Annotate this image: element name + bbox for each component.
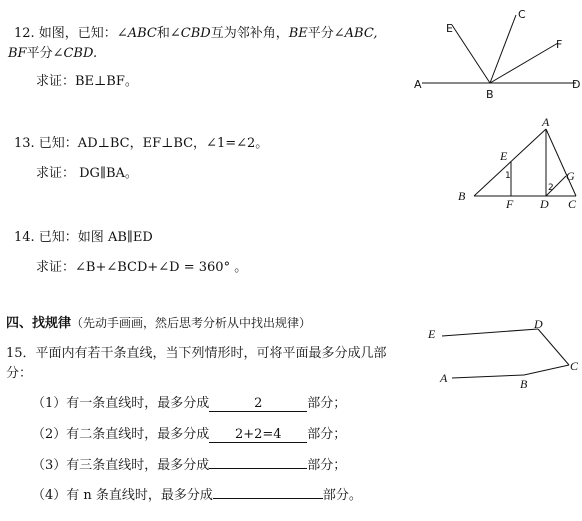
label-g: G <box>566 169 575 183</box>
line-ba <box>474 129 546 196</box>
ray-bf <box>490 43 558 83</box>
figure-14 <box>424 318 582 396</box>
label-c: C <box>568 197 577 211</box>
q13-prove: 求证： DG∥BA。 <box>36 166 138 181</box>
label-d: D <box>540 197 549 211</box>
q12-prove: 求证：BE⊥BF。 <box>36 74 138 89</box>
ray-bc <box>490 15 516 83</box>
q15-item-3: （3）有三条直线时，最多分成 部分； <box>32 454 346 473</box>
label-b: B <box>486 88 494 101</box>
label-d: D <box>534 318 543 331</box>
q12-given-line1: 12. 如图，已知：∠ABC和∠CBD互为邻补角，BE平分∠ABC, <box>14 26 378 41</box>
label-c: C <box>518 8 526 21</box>
label-d: D <box>572 78 581 91</box>
label-b: B <box>458 189 466 203</box>
label-angle-1: 1 <box>505 171 511 181</box>
answer-blank-2[interactable]: 2+2=4 <box>209 428 307 443</box>
line-ed <box>442 329 538 336</box>
label-e: E <box>500 149 508 163</box>
line-ba <box>452 375 524 378</box>
q14-given: 14. 已知：如图 AB∥ED <box>14 230 153 245</box>
label-a: A <box>542 116 550 129</box>
q12-given-line2: BF平分∠CBD. <box>8 46 98 61</box>
line-cb <box>524 365 569 375</box>
q15-line1: 15．平面内有若干条直线，当下列情形时，可将平面最多分成几部 <box>6 346 387 361</box>
q15-item-2: （2）有二条直线时，最多分成 2+2=4 部分； <box>32 427 347 442</box>
label-f: F <box>506 197 514 211</box>
q13-given: 13. 已知：AD⊥BC，EF⊥BC，∠1=∠2。 <box>14 136 269 151</box>
label-b: B <box>520 377 528 391</box>
label-a: A <box>440 371 448 385</box>
label-e: E <box>446 22 453 35</box>
section-4-heading: 四、找规律（先动手画画，然后思考分析从中找出规律） <box>6 316 312 331</box>
q15-item-1: （1）有一条直线时，最多分成 2 部分； <box>32 396 347 411</box>
line-dc <box>538 329 569 365</box>
q14-prove: 求证：∠B+∠BCD+∠D = 360° 。 <box>36 260 248 275</box>
figure-12 <box>412 6 582 102</box>
answer-blank-3[interactable] <box>209 454 307 469</box>
label-e: E <box>428 327 436 341</box>
answer-blank-4[interactable] <box>213 484 323 499</box>
label-c: C <box>570 359 579 373</box>
label-angle-2: 2 <box>548 183 554 193</box>
figure-13 <box>456 116 582 212</box>
answer-blank-1[interactable]: 2 <box>209 397 307 412</box>
label-f: F <box>556 38 563 51</box>
ray-be <box>452 25 490 83</box>
q15-item-4: （4）有 n 条直线时，最多分成 部分。 <box>32 484 362 503</box>
q15-line2: 分： <box>6 366 33 381</box>
label-a: A <box>414 78 422 91</box>
